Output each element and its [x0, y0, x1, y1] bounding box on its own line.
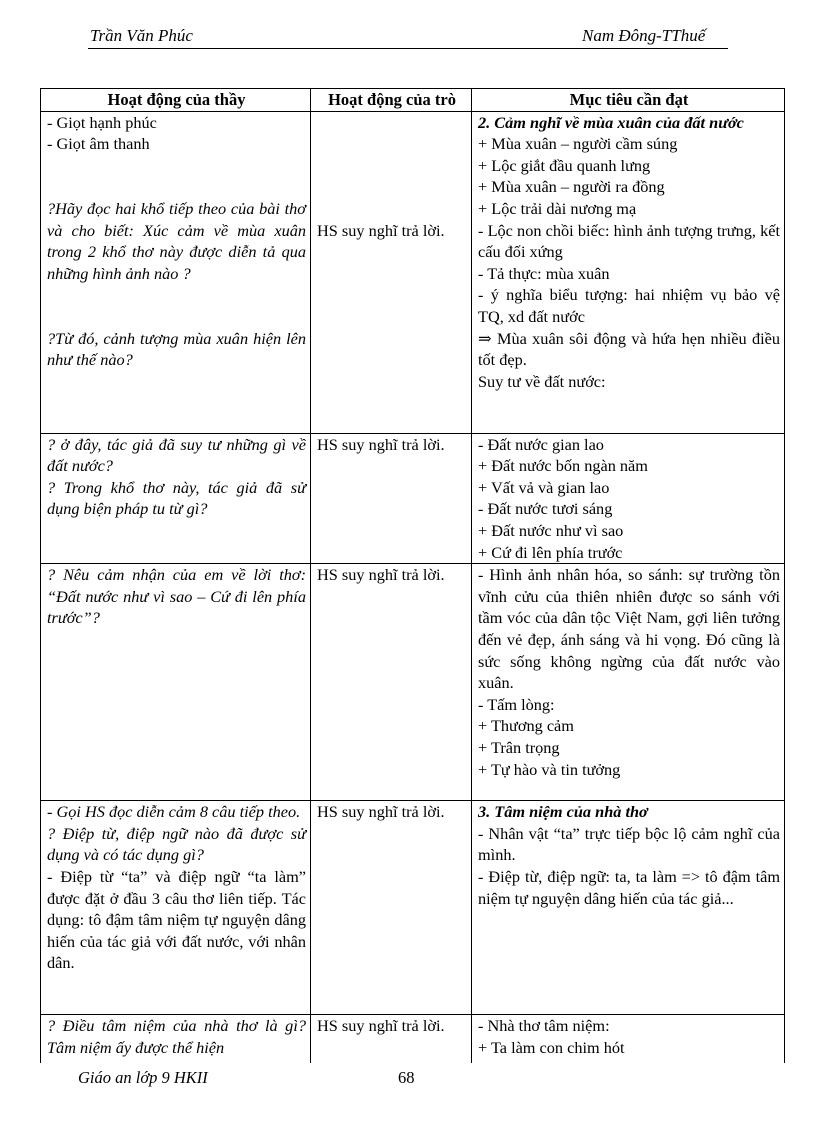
teacher-cell [41, 111, 311, 433]
header-author: Trần Văn Phúc [90, 26, 193, 45]
goal-item: + Lộc trải dài nương mạ [478, 198, 637, 218]
goal-item: + Trân trọng [478, 737, 560, 757]
teacher-note: - Điệp từ “ta” và điệp ngữ “ta làm” được đặt ở đầu 3 câu thơ liên tiếp. Tác dụng: tô đậm tâm niệm tự nguyện dâng hiến của tác giả với đất nước, với nhân dân. [47, 866, 306, 973]
student-cell [311, 801, 472, 1015]
lesson-table [40, 88, 785, 1063]
page-number: 68 [398, 1068, 415, 1087]
table-header-row [41, 89, 785, 112]
teacher-cell [41, 564, 311, 801]
table-row [41, 433, 785, 564]
question-text: ? ở đây, tác giả đã suy tư những gì về đất nước? [47, 434, 306, 476]
col-header-student: Hoạt động của trò [311, 89, 472, 112]
goal-item: + Mùa xuân – người cầm súng [478, 134, 678, 154]
student-answer: HS suy nghĩ trả lời. [317, 220, 445, 240]
student-cell [311, 1015, 472, 1063]
question-text: ? Điều tâm niệm của nhà thơ là gì? Tâm niệm ấy được thể hiện [47, 1016, 306, 1057]
goal-item: + Cứ đi lên phía trước [478, 542, 623, 562]
cell-text: - Giọt âm thanh [47, 134, 150, 154]
goal-item: + Vất vả và gian lao [478, 477, 610, 497]
goal-item: + Ta làm con chim hót [478, 1037, 625, 1057]
goal-item: - Nhà thơ tâm niệm: [478, 1016, 610, 1036]
goal-item: + Mùa xuân – người ra đồng [478, 177, 665, 197]
question-text: ?Hãy đọc hai khổ tiếp theo của bài thơ và cho biết: Xúc cảm về mùa xuân trong 2 khổ thơ này được diễn tả qua những hình ảnh nào ? [47, 198, 306, 283]
question-text: ? Điệp từ, điệp ngữ nào đã được sử dụng và có tác dụng gì? [47, 823, 306, 865]
section-title: 2. Cảm nghĩ về mùa xuân của đất nước [478, 112, 744, 132]
teacher-cell [41, 433, 311, 564]
goal-item: ⇒ Mùa xuân sôi động và hứa hẹn nhiều điều tốt đẹp. [478, 328, 780, 370]
student-answer: HS suy nghĩ trả lời. [317, 434, 445, 454]
goal-item: - Hình ảnh nhân hóa, so sánh: sự trường tồn vĩnh cửu của thiên nhiên được so sánh với tầm vóc của dân tộc Việt Nam, gợi liên tưởng đến vẻ đẹp, ánh sáng và hi vọng. Đó cũng là sức sống không ngừng của đất nước vào xuân. [478, 565, 780, 693]
goal-item: + Thương cảm [478, 716, 574, 736]
goal-item: - Lộc non chồi biếc: hình ảnh tượng trưng, kết cấu đối xứng [478, 220, 780, 262]
teacher-instruction: - Gọi HS đọc diễn cảm 8 câu tiếp theo. [47, 802, 301, 822]
cell-text: - Giọt hạnh phúc [47, 112, 157, 132]
question-text: ? Nêu cảm nhận của em về lời thơ: “Đất nước như vì sao – Cứ đi lên phía trước”? [47, 565, 306, 628]
goal-item: - Đất nước tươi sáng [478, 499, 613, 519]
teacher-cell [41, 801, 311, 1015]
goal-item: - Tả thực: mùa xuân [478, 263, 610, 283]
student-answer: HS suy nghĩ trả lời. [317, 565, 445, 585]
table-row [41, 111, 785, 433]
student-cell [311, 111, 472, 433]
goal-cell [472, 111, 785, 433]
goal-item: - ý nghĩa biểu tượng: hai nhiệm vụ bảo vệ TQ, xd đất nước [478, 285, 780, 326]
question-text: ?Từ đó, cảnh tượng mùa xuân hiện lên như thế nào? [47, 328, 306, 370]
student-answer: HS suy nghĩ trả lời. [317, 1016, 445, 1036]
header-rule [88, 48, 728, 49]
goal-item: - Đất nước gian lao [478, 434, 604, 454]
goal-item: + Lộc giắt đầu quanh lưng [478, 155, 651, 175]
goal-item: - Điệp từ, điệp ngữ: ta, ta làm => tô đậm tâm niệm tự nguyện dâng hiến của tác giả... [478, 866, 780, 908]
student-cell [311, 564, 472, 801]
goal-cell [472, 1015, 785, 1063]
teacher-cell [41, 1015, 311, 1063]
goal-item: - Nhân vật “ta” trực tiếp bộc lộ cảm nghĩ của mình. [478, 823, 780, 865]
col-header-goal: Mục tiêu cần đạt [472, 89, 785, 112]
goal-item: Suy tư về đất nước: [478, 371, 606, 391]
table-row [41, 564, 785, 801]
col-header-teacher: Hoạt động của thầy [41, 89, 311, 112]
goal-item: + Đất nước như vì sao [478, 520, 624, 540]
goal-cell [472, 433, 785, 564]
section-title: 3. Tâm niệm của nhà thơ [478, 802, 648, 822]
question-text: ? Trong khổ thơ này, tác giả đã sử dụng biện pháp tu từ gì? [47, 477, 306, 519]
table-row [41, 801, 785, 1015]
goal-cell [472, 801, 785, 1015]
footer-title: Giáo an lớp 9 HKII [78, 1068, 208, 1087]
goal-item: - Tấm lòng: [478, 694, 555, 714]
table-row [41, 1015, 785, 1063]
header-place: Nam Đông-TThuế [582, 26, 706, 45]
student-answer: HS suy nghĩ trả lời. [317, 802, 445, 822]
goal-item: + Tự hào và tin tưởng [478, 759, 621, 779]
student-cell [311, 433, 472, 564]
goal-cell [472, 564, 785, 801]
goal-item: + Đất nước bốn ngàn năm [478, 456, 648, 476]
